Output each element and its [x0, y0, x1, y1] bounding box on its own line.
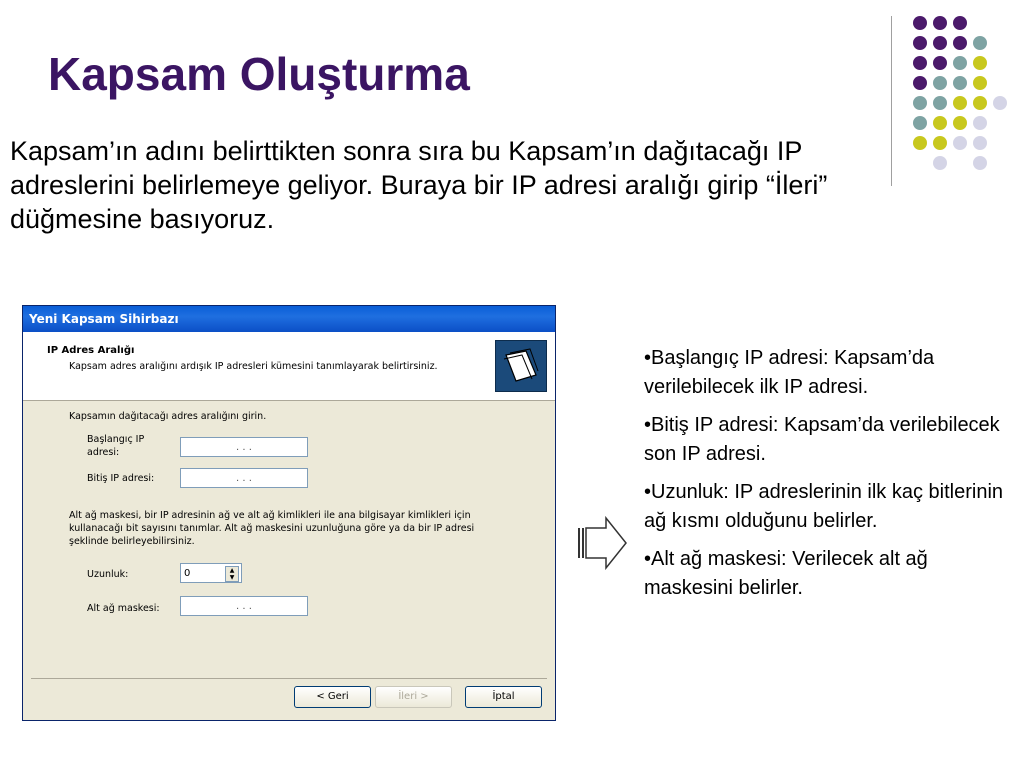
decorative-dot — [953, 116, 967, 130]
decorative-dot — [933, 136, 947, 150]
decorative-dot — [973, 96, 987, 110]
decorative-dot — [913, 16, 927, 30]
start-ip-label: Başlangıç IP adresi: — [87, 434, 145, 458]
decorative-dot — [953, 76, 967, 90]
decorative-dot — [933, 76, 947, 90]
decorative-dot — [953, 136, 967, 150]
mask-info: Alt ağ maskesi, bir IP adresinin ağ ve alt ağ kimlikleri ile ana bilgisayar kimlikleri için kullanacağı bit sayısını tanımlar. Alt ağ maskesini uzunluğuna göre ya da bir IP adresi şeklinde belirleyebilirsiniz. — [69, 510, 475, 547]
decorative-dot — [933, 36, 947, 50]
decorative-dot — [973, 76, 987, 90]
decorative-dot — [953, 96, 967, 110]
mask-label: Alt ağ maskesi: — [87, 603, 160, 614]
decorative-dot — [933, 116, 947, 130]
wizard-dialog — [22, 305, 556, 721]
bullet-subnet-mask: •Alt ağ maskesi: Verilecek alt ağ maskesini belirler. — [644, 548, 928, 599]
slide-title: Kapsam Oluşturma — [48, 48, 470, 100]
decorative-dot — [913, 36, 927, 50]
decorative-dot — [973, 156, 987, 170]
decorative-dot — [913, 96, 927, 110]
decorative-dot — [993, 96, 1007, 110]
decorative-dot — [913, 136, 927, 150]
back-button[interactable]: < Geri — [294, 686, 371, 708]
spinner-arrows-icon[interactable]: ▲ ▼ — [225, 566, 239, 582]
decorative-dot — [953, 36, 967, 50]
decorative-dots — [0, 0, 1024, 200]
footer-separator — [31, 678, 547, 679]
length-label: Uzunluk: — [87, 569, 129, 580]
bullet-list — [644, 344, 1004, 612]
subnet-mask-input[interactable]: . . . — [180, 596, 308, 616]
decorative-dot — [973, 116, 987, 130]
decorative-dot — [973, 136, 987, 150]
decorative-dot — [953, 56, 967, 70]
decorative-dot — [913, 116, 927, 130]
decorative-dot — [973, 56, 987, 70]
bullet-length: •Uzunluk: IP adreslerinin ilk kaç bitlerinin ağ kısmı olduğunu belirler. — [644, 481, 1004, 532]
length-spinner[interactable] — [180, 563, 242, 583]
decorative-dot — [933, 56, 947, 70]
decorative-dot — [913, 56, 927, 70]
decorative-dot — [913, 76, 927, 90]
intro-text: Kapsam’ın adını belirttikten sonra sıra bu Kapsam’ın dağıtacağı IP adreslerini belirlemeye geliyor. Buraya bir IP adresi aralığı girip “İleri” düğmesine basıyoruz. — [10, 136, 828, 234]
header-subtitle: Kapsam adres aralığını ardışık IP adresleri kümesini tanımlayarak belirtirsiniz. — [69, 361, 438, 372]
next-button[interactable]: İleri > — [375, 686, 452, 708]
decorative-dot — [953, 16, 967, 30]
length-value: 0 — [184, 567, 191, 579]
decorative-dot — [973, 36, 987, 50]
range-prompt: Kapsamın dağıtacağı adres aralığını girin. — [69, 411, 267, 422]
dialog-header — [23, 332, 555, 401]
start-ip-input[interactable]: . . . — [180, 437, 308, 457]
decorative-dot — [933, 156, 947, 170]
bullet-start-ip: •Başlangıç IP adresi: Kapsam’da verilebilecek ilk IP adresi. — [644, 347, 935, 398]
right-arrow-icon — [576, 516, 630, 576]
end-ip-label: Bitiş IP adresi: — [87, 473, 155, 484]
end-ip-input[interactable]: . . . — [180, 468, 308, 488]
folders-icon — [495, 340, 547, 392]
dialog-titlebar[interactable]: Yeni Kapsam Sihirbazı — [23, 306, 555, 332]
decorative-dot — [933, 16, 947, 30]
header-title: IP Adres Aralığı — [47, 345, 135, 356]
cancel-button[interactable]: İptal — [465, 686, 542, 708]
decorative-dot — [933, 96, 947, 110]
bullet-end-ip: •Bitiş IP adresi: Kapsam’da verilebilecek son IP adresi. — [644, 414, 1000, 465]
